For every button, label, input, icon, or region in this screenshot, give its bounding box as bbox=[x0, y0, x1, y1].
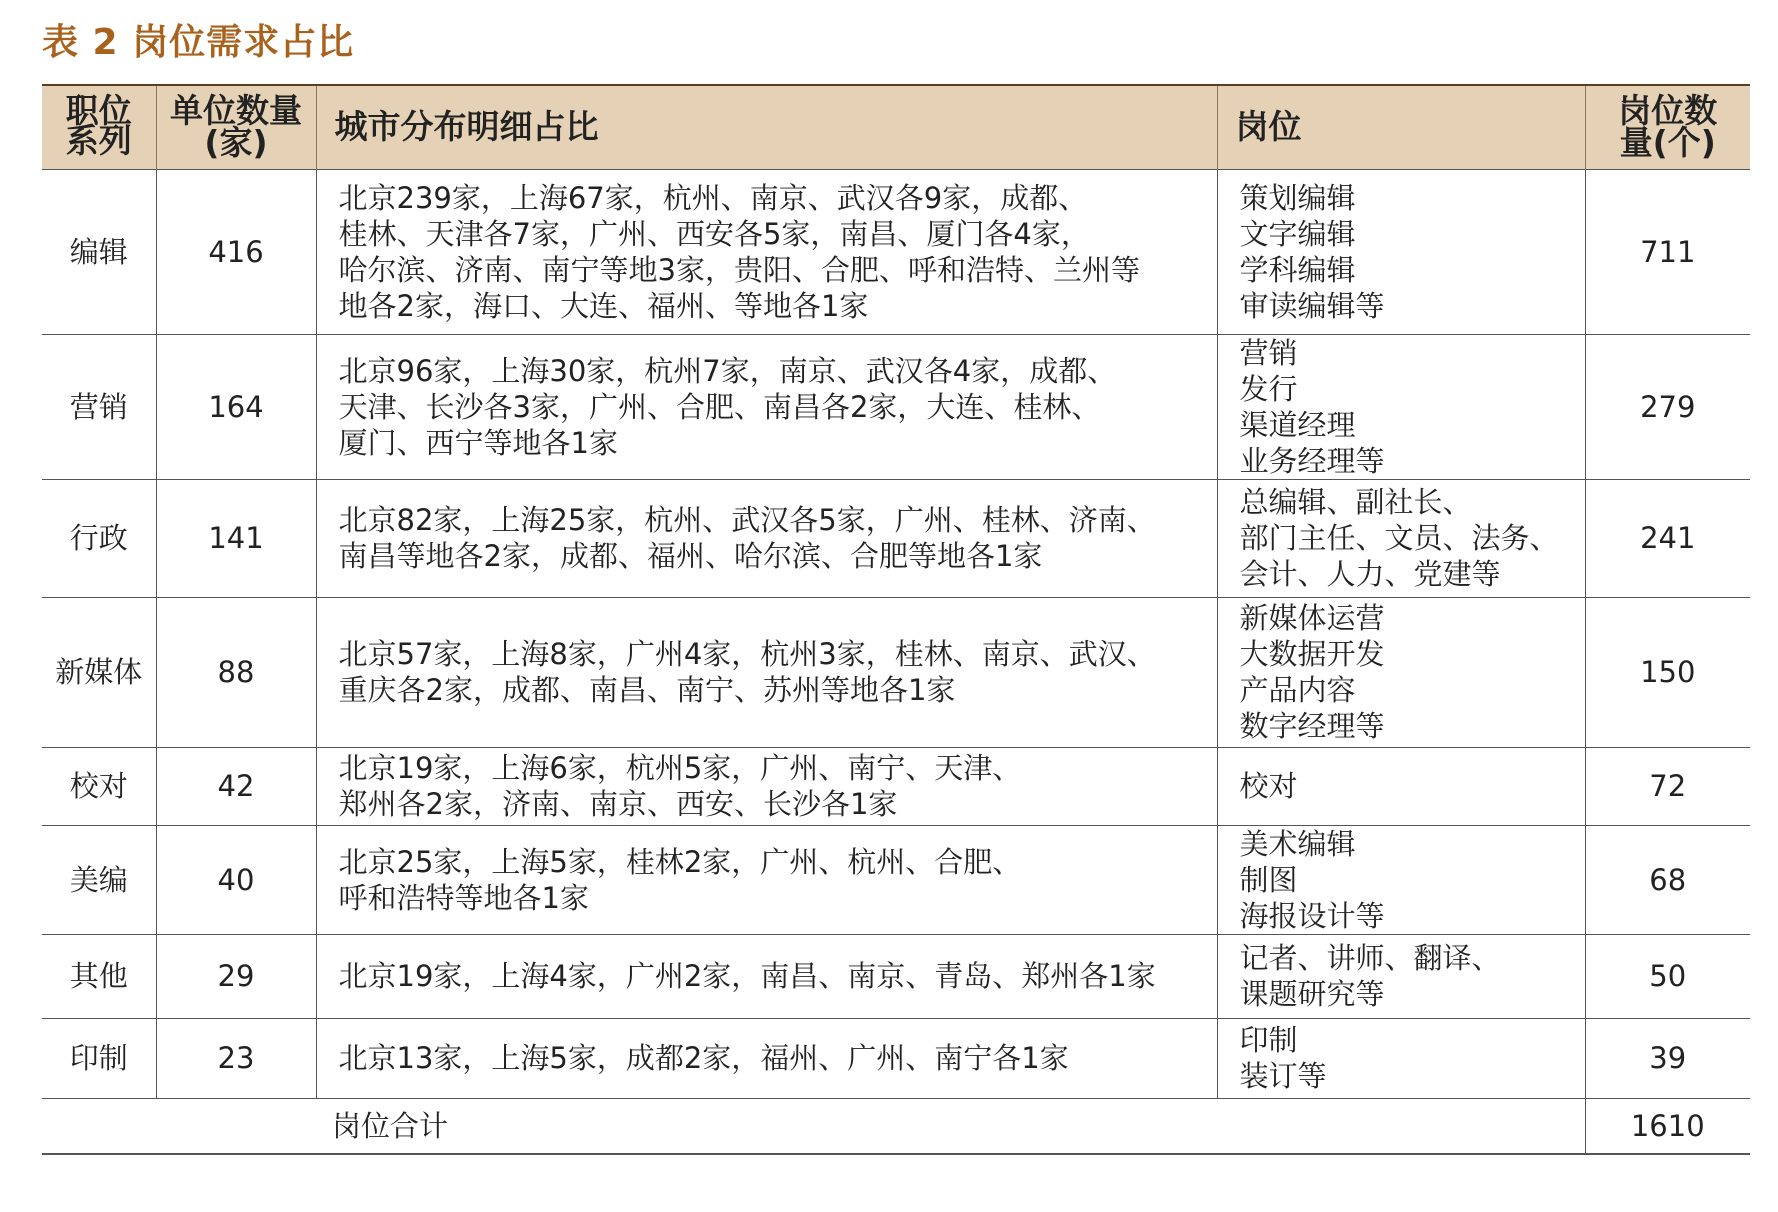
cell-series: 印制 bbox=[42, 1018, 156, 1098]
cell-cities bbox=[316, 934, 1217, 1018]
position-line: 营销 bbox=[1239, 335, 1298, 370]
cell-count: 241 bbox=[1585, 479, 1750, 597]
table-row bbox=[42, 597, 1750, 747]
cell-count: 68 bbox=[1585, 825, 1750, 934]
job-demand-table bbox=[42, 84, 1750, 1155]
header-count-text: 岗位数量(个) bbox=[1618, 90, 1718, 162]
cell-positions bbox=[1217, 825, 1585, 934]
city-line: 北京19家，上海4家，广州2家，南昌、南京、青岛、郑州各1家 bbox=[338, 959, 1156, 993]
cell-units: 42 bbox=[156, 747, 316, 825]
position-line: 印制 bbox=[1239, 1023, 1298, 1057]
table-row bbox=[42, 334, 1750, 479]
position-line: 课题研究等 bbox=[1239, 977, 1385, 1011]
cell-series: 新媒体 bbox=[42, 597, 156, 747]
city-line: 地各2家，海口、大连、福州、等地各1家 bbox=[338, 288, 869, 323]
position-line: 学科编辑 bbox=[1239, 252, 1356, 287]
position-line: 海报设计等 bbox=[1239, 898, 1385, 933]
table-row bbox=[42, 934, 1750, 1018]
city-line: 重庆各2家，成都、南昌、南宁、苏州等地各1家 bbox=[338, 673, 956, 707]
position-line: 美术编辑 bbox=[1239, 826, 1356, 861]
total-value: 1610 bbox=[1585, 1098, 1750, 1154]
city-line: 北京82家，上海25家，杭州、武汉各5家，广州、桂林、济南、 bbox=[338, 503, 1156, 537]
cell-series: 编辑 bbox=[42, 169, 156, 334]
cell-count: 150 bbox=[1585, 597, 1750, 747]
header-series-text: 职位系列 bbox=[65, 91, 132, 161]
cell-positions bbox=[1217, 597, 1585, 747]
cell-count: 72 bbox=[1585, 747, 1750, 825]
cell-positions bbox=[1217, 479, 1585, 597]
table-row bbox=[42, 169, 1750, 334]
cell-units: 416 bbox=[156, 169, 316, 334]
cell-count: 711 bbox=[1585, 169, 1750, 334]
table-row bbox=[42, 1018, 1750, 1098]
position-line: 业务经理等 bbox=[1239, 443, 1385, 478]
position-line: 数字经理等 bbox=[1239, 709, 1385, 743]
city-line: 北京25家，上海5家，桂林2家，广州、杭州、合肥、 bbox=[338, 844, 1022, 879]
cell-count: 279 bbox=[1585, 334, 1750, 479]
header-units-text: 单位数量(家) bbox=[170, 90, 302, 162]
city-line: 天津、长沙各3家，广州、合肥、南昌各2家，大连、桂林、 bbox=[338, 389, 1101, 424]
header-units bbox=[156, 85, 316, 169]
table-title: 表 2 岗位需求占比 bbox=[42, 22, 355, 63]
header-cities: 城市分布明细占比 bbox=[316, 85, 1217, 169]
cell-cities bbox=[316, 825, 1217, 934]
cell-cities bbox=[316, 334, 1217, 479]
cell-units: 164 bbox=[156, 334, 316, 479]
cell-series: 美编 bbox=[42, 825, 156, 934]
position-line: 装订等 bbox=[1239, 1059, 1327, 1093]
cell-cities bbox=[316, 1018, 1217, 1098]
cell-positions bbox=[1217, 334, 1585, 479]
cell-positions bbox=[1217, 747, 1585, 825]
position-line: 发行 bbox=[1239, 371, 1298, 406]
city-line: 厦门、西宁等地各1家 bbox=[338, 425, 618, 460]
cell-series: 校对 bbox=[42, 747, 156, 825]
city-line: 北京13家，上海5家，成都2家，福州、广州、南宁各1家 bbox=[338, 1041, 1069, 1075]
cell-units: 141 bbox=[156, 479, 316, 597]
cell-cities bbox=[316, 597, 1217, 747]
table-row bbox=[42, 825, 1750, 934]
cell-units: 29 bbox=[156, 934, 316, 1018]
city-line: 北京57家，上海8家，广州4家，杭州3家，桂林、南京、武汉、 bbox=[338, 637, 1156, 671]
city-line: 郑州各2家，济南、南京、西安、长沙各1家 bbox=[338, 787, 898, 821]
cell-units: 23 bbox=[156, 1018, 316, 1098]
position-line: 制图 bbox=[1239, 862, 1298, 897]
header-series bbox=[42, 85, 156, 169]
position-line: 审读编辑等 bbox=[1239, 288, 1385, 323]
city-line: 呼和浩特等地各1家 bbox=[338, 880, 589, 915]
cell-count: 39 bbox=[1585, 1018, 1750, 1098]
table-row bbox=[42, 479, 1750, 597]
header-positions: 岗位 bbox=[1217, 85, 1585, 169]
position-line: 大数据开发 bbox=[1239, 637, 1385, 671]
total-label: 岗位合计 bbox=[42, 1098, 1585, 1154]
cell-positions bbox=[1217, 934, 1585, 1018]
cell-series: 营销 bbox=[42, 334, 156, 479]
city-line: 桂林、天津各7家，广州、西安各5家，南昌、厦门各4家， bbox=[338, 216, 1090, 251]
position-line: 文字编辑 bbox=[1239, 216, 1356, 251]
position-line: 部门主任、文员、法务、 bbox=[1239, 521, 1559, 555]
position-line: 产品内容 bbox=[1239, 673, 1356, 707]
cell-series: 其他 bbox=[42, 934, 156, 1018]
cell-cities bbox=[316, 747, 1217, 825]
position-line: 会计、人力、党建等 bbox=[1239, 557, 1501, 591]
position-line: 新媒体运营 bbox=[1239, 601, 1385, 635]
header-count bbox=[1585, 85, 1750, 169]
city-line: 北京239家，上海67家，杭州、南京、武汉各9家，成都、 bbox=[338, 180, 1088, 215]
position-line: 渠道经理 bbox=[1239, 407, 1356, 442]
total-row bbox=[42, 1098, 1750, 1154]
cell-positions bbox=[1217, 169, 1585, 334]
cell-cities bbox=[316, 479, 1217, 597]
city-line: 哈尔滨、济南、南宁等地3家，贵阳、合肥、呼和浩特、兰州等 bbox=[338, 252, 1140, 287]
cell-units: 40 bbox=[156, 825, 316, 934]
cell-positions bbox=[1217, 1018, 1585, 1098]
position-line: 记者、讲师、翻译、 bbox=[1239, 941, 1501, 975]
table-row bbox=[42, 747, 1750, 825]
city-line: 北京19家，上海6家，杭州5家，广州、南宁、天津、 bbox=[338, 751, 1022, 785]
city-line: 北京96家，上海30家，杭州7家，南京、武汉各4家，成都、 bbox=[338, 353, 1117, 388]
header-row bbox=[42, 85, 1750, 169]
cell-units: 88 bbox=[156, 597, 316, 747]
city-line: 南昌等地各2家，成都、福州、哈尔滨、合肥等地各1家 bbox=[338, 539, 1043, 573]
position-line: 总编辑、副社长、 bbox=[1239, 485, 1472, 519]
cell-count: 50 bbox=[1585, 934, 1750, 1018]
cell-series: 行政 bbox=[42, 479, 156, 597]
cell-cities bbox=[316, 169, 1217, 334]
position-line: 策划编辑 bbox=[1239, 180, 1356, 215]
position-line: 校对 bbox=[1239, 769, 1298, 803]
